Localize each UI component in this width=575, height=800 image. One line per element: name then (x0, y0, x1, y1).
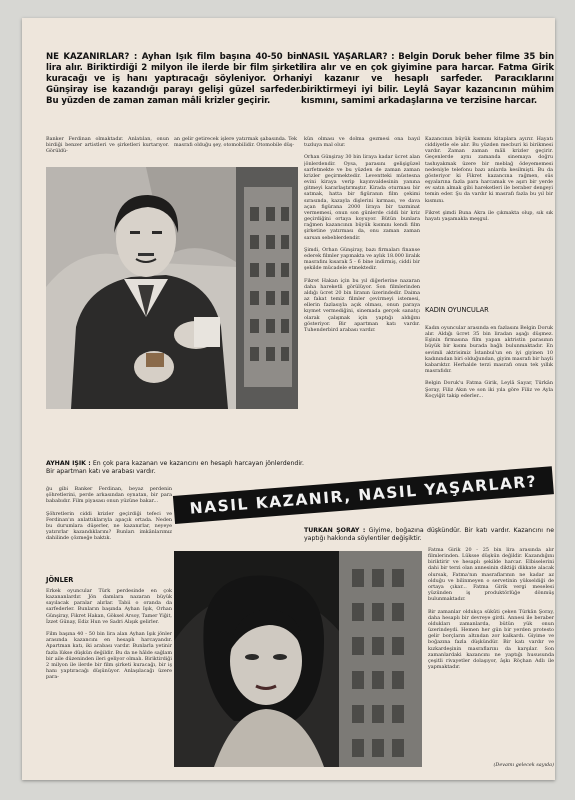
ayhan-isik-caption (46, 460, 304, 478)
continued-note: (Devamı gelecek sayıda) (493, 762, 554, 768)
turkan-soray-photo (174, 551, 422, 767)
jonler-heading: JÖNLER (46, 576, 74, 584)
column-right-low: Fatma Girik 20 - 25 bin lira arasında alır filmlerinden. Lüksse düşkün değildir. Kazandığını biriktirir ve hesaplı şekilde harcar. Elbiselerini dahi bir terzi olan annesinin diktiği dikkate alacak olursak, Fatma'nın masraflarının ne kadar az olduğu ve bilinmeyen o servetinin yükseldiği de ortaya çıkar... Fatma Girik vergi meselesi yüzünden iş produktörlüğe dönmüş bulunmaktadır. Bir zamanlar oldukça sükûti çeken Türkân Şoray, daha hesaplı bir devreye girdi. Annesi ile beraber oldukları zamanlarda, bütün yük onun üzerindeydi. Hemen her gün bir yerden protesto gelir borçların altından zor kalkardı. Giyime ve boğazına fazla düşkündür. Bir katı vardır ve kızkardeşinin masraflarını da karşılar. Son zamanlardaki kazancını ne yaptığı hususunda çeşitli rivayetler dolaşıyor, âşkı Röçhan Adlı ile yapmaktadır. (428, 547, 554, 670)
caption1-text: En çok para kazanan ve kazancını en hesaplı harcayan jönlerdendir. Bir apartman katı ve arabası vardır. (46, 460, 304, 475)
column-left-low: Erkek oyuncular Türk perdesinde en çok kazananlardır. Jön damlara nazaran büyük sayılacak paralar alırlar. Tabii o oranda da sarfederler. Bunların başında Ayhan Işık, Orhan Günşiray, Fikret Hakan, Göksel Arsoy, Tamer Yiğit, İzzet Günay, Ediz Hun ve Sadri Alışık gelirler. Film başına 40 - 50 bin lira alan Ayhan Işık jönler arasında kazancını en hesaplı harcayandır. Apartman katı, iki arabası vardır. Bunlarla yetinir fazla lükse düşkün değildir. Bu da ne hâlde sağlam bir aile düzeninden ileri geliyor olmalı. Biriktirdiği 2 milyon ile ilerde bir film şirketi kuracağı, bir iş hanı yaptıracağı düşünüyor. Anlaşılacağı üzere para- (46, 588, 172, 681)
lead-paragraph-left (46, 52, 302, 132)
ayhan-isik-photo-art (46, 167, 298, 409)
column-left-mid: ğu gibi Banker Ferdinan, beyaz perdenin şöhretlerini, perde arkasından oynatan, bir para bababıdır. Film piyasası onun yüzüne bakar... Şöhretlerin ciddi krizler geçirdiği tefeci ve Ferdinan'ın anlattıklarıyla apaçık ortada. Neden bu durumlara düşerler, ne kazanırlar, neyeye yatırırlar kazandıklarını? Bunları imkânlarımız dahilinde çözmeğe baktık. (46, 486, 172, 542)
lead-question-right: NASIL YAŞARLAR? : (301, 52, 395, 62)
banner-title: NASIL KAZANIR, NASIL YAŞARLAR? (173, 466, 554, 524)
lead-paragraph-right (301, 52, 554, 132)
lead-text-right: Belgin Doruk beher filme 35 bin lira alır ve en çok giyimine para harcar. Fatma Girik iyi kazanır ve hesaplı sarfeder. Paracıklarını biriktirmeyi iyi bilir. Leylâ Sayar kazancının mühim kısmını, samimi arkadaşlarına ve terzisine harcar. (301, 52, 555, 106)
lead-question-left: NE KAZANIRLAR? : (46, 52, 138, 62)
kadin-oyuncular-heading: KADIN OYUNCULAR (425, 306, 489, 314)
column-a-top: Banker Ferdinan olmaktadır. Anlatılan, onun birdiği benzer artistleri ve şirketleri kurtarıyor. Görüldü- (46, 136, 169, 155)
turkan-soray-photo-art (174, 551, 422, 767)
caption2-name: TÜRKÂN ŞORAY : (304, 527, 366, 534)
turkan-soray-caption (304, 527, 554, 545)
column-c: kün olması ve dolma gezmesi ona bayıl tuzluya mal olur. Orhan Günşiray 30 bin liraya kadar ücret alan jönlerdendir. Oysa, parasını gelişigüzel sarfetmekte ve bu yüzden de zaman zaman krizler geçirmektedir. Leventteki müstesna evini kiraya verip kayınvaldesinin yanına gitmeyi kararlaştırmıştır. Kirada oturması bir satmak, hatta bir figüranın film çekimi sırasında, kazayla dişlerini kırması, ve dava açan figürana 2000 liraya bir tazminat vermemesi, onun son günlerde ciddi bir kriz geçirdiğini ortaya koyuyor. Bütün bunlara rağmen kazancının büyük kısmını kendi film şirketine yatırması da, onu zaman zaman sarsan sebeblerdendir. Şimdi, Orhan Günşiray, bazı firmaları finanse ederek filmler yapmakta ve aylık 18.000 liralık masrafını kısarak 5 - 6 bine indirmiş, ciddi bir şekilde mücadele etmektedir. Fikret Hakan için bu yıl diğerlerine nazaran daha hareketli görülüyor. Son filmlerinden aldığı ücret 20 bin liranın üzerindedir. Daima az fakat temiz filmler çevirmeyi istemesi, ellerin fazlasıyla açık olması, onun paraya kıymet vermediğini, sinemada gerçek sanatçı olarak çalışmak için yaptığı aldığını gösteriyor. Bir apartman katı vardır. Tuhenderbird arabası vardır. (304, 136, 420, 333)
column-d: Kazancının büyük kısmını kitaplara ayırır. Hayatı ciddiyetle ele alır. Bu yüzden mecburi ki birikmesi vardır. Zaman zaman mâli krizler geçirir. Geçenlerde aynı zamanda sinemaya doğru tashıyakmak üzere bir meblağ ödeyememesi nedeniyle telefonu bazı anlarda kesilmişti. Bu da gösteriyor ki Fikret kazancına rağmen, süs eşyalarına fazla para harcamak ve aşırı bir yerde ev satın almak gibi hareketleri ile beraber dengeyi temin eder. Şu da vardır ki masrafı fazla bu yıl bir kısmını. Fikret şimdi Buna Akra ile çıkmakta olup, sık sık hayatı yaşamakla meşgul. (425, 136, 553, 223)
ayhan-isik-photo (46, 167, 298, 409)
column-d-lower: Kadın oyuncular arasında en fazlasını Belgin Doruk alır. Aldığı ücret 35 bin liradan aşağı düşmez. Eşinin firmasına film yapan aktristin parasının büyük bir kısmı burada bağlı bulunmaktadır. En sevimli aktrisimiz İstanbul'un en iyi giyinen 10 kadınından biri olduğundan, giyim masrafı bir hayli kabarıktır. Herhalde terzi masrafı onun tek yıllık masrafıdır. Belgin Doruk'u Fatma Girik, Leylâ Sayar, Türkân Şoray, Filiz Akın ve son iki yıla göre Filiz ve Ayla Koçyiğit takip ederler... (425, 325, 553, 399)
lead-text-left: Ayhan Işık film başına 40-50 bin lira alır. Biriktirdiği 2 milyon ile ilerde bir film şirketi kuracağı ve iş hanı yaptıracağı söyleniyor. Orhan Günşiray ise kazandığı parayı gelişi güzel sarfeder. Bu yüzden de zaman zaman mâli krizler geçirir. (46, 52, 302, 106)
caption1-name: AYHAN IŞIK : (46, 460, 91, 467)
caption2-text: Giyime, boğazına düşkündür. Bir katı vardır. Kazancını ne yaptığı hakkında söylentiler değişiktir. (304, 527, 554, 542)
magazine-page (22, 18, 555, 780)
column-b-top: an gelir getirecek işlere yatırmak şabasında. Tek masrafı olduğu şey, otomobilidir. Otomobile düş- (174, 136, 297, 149)
